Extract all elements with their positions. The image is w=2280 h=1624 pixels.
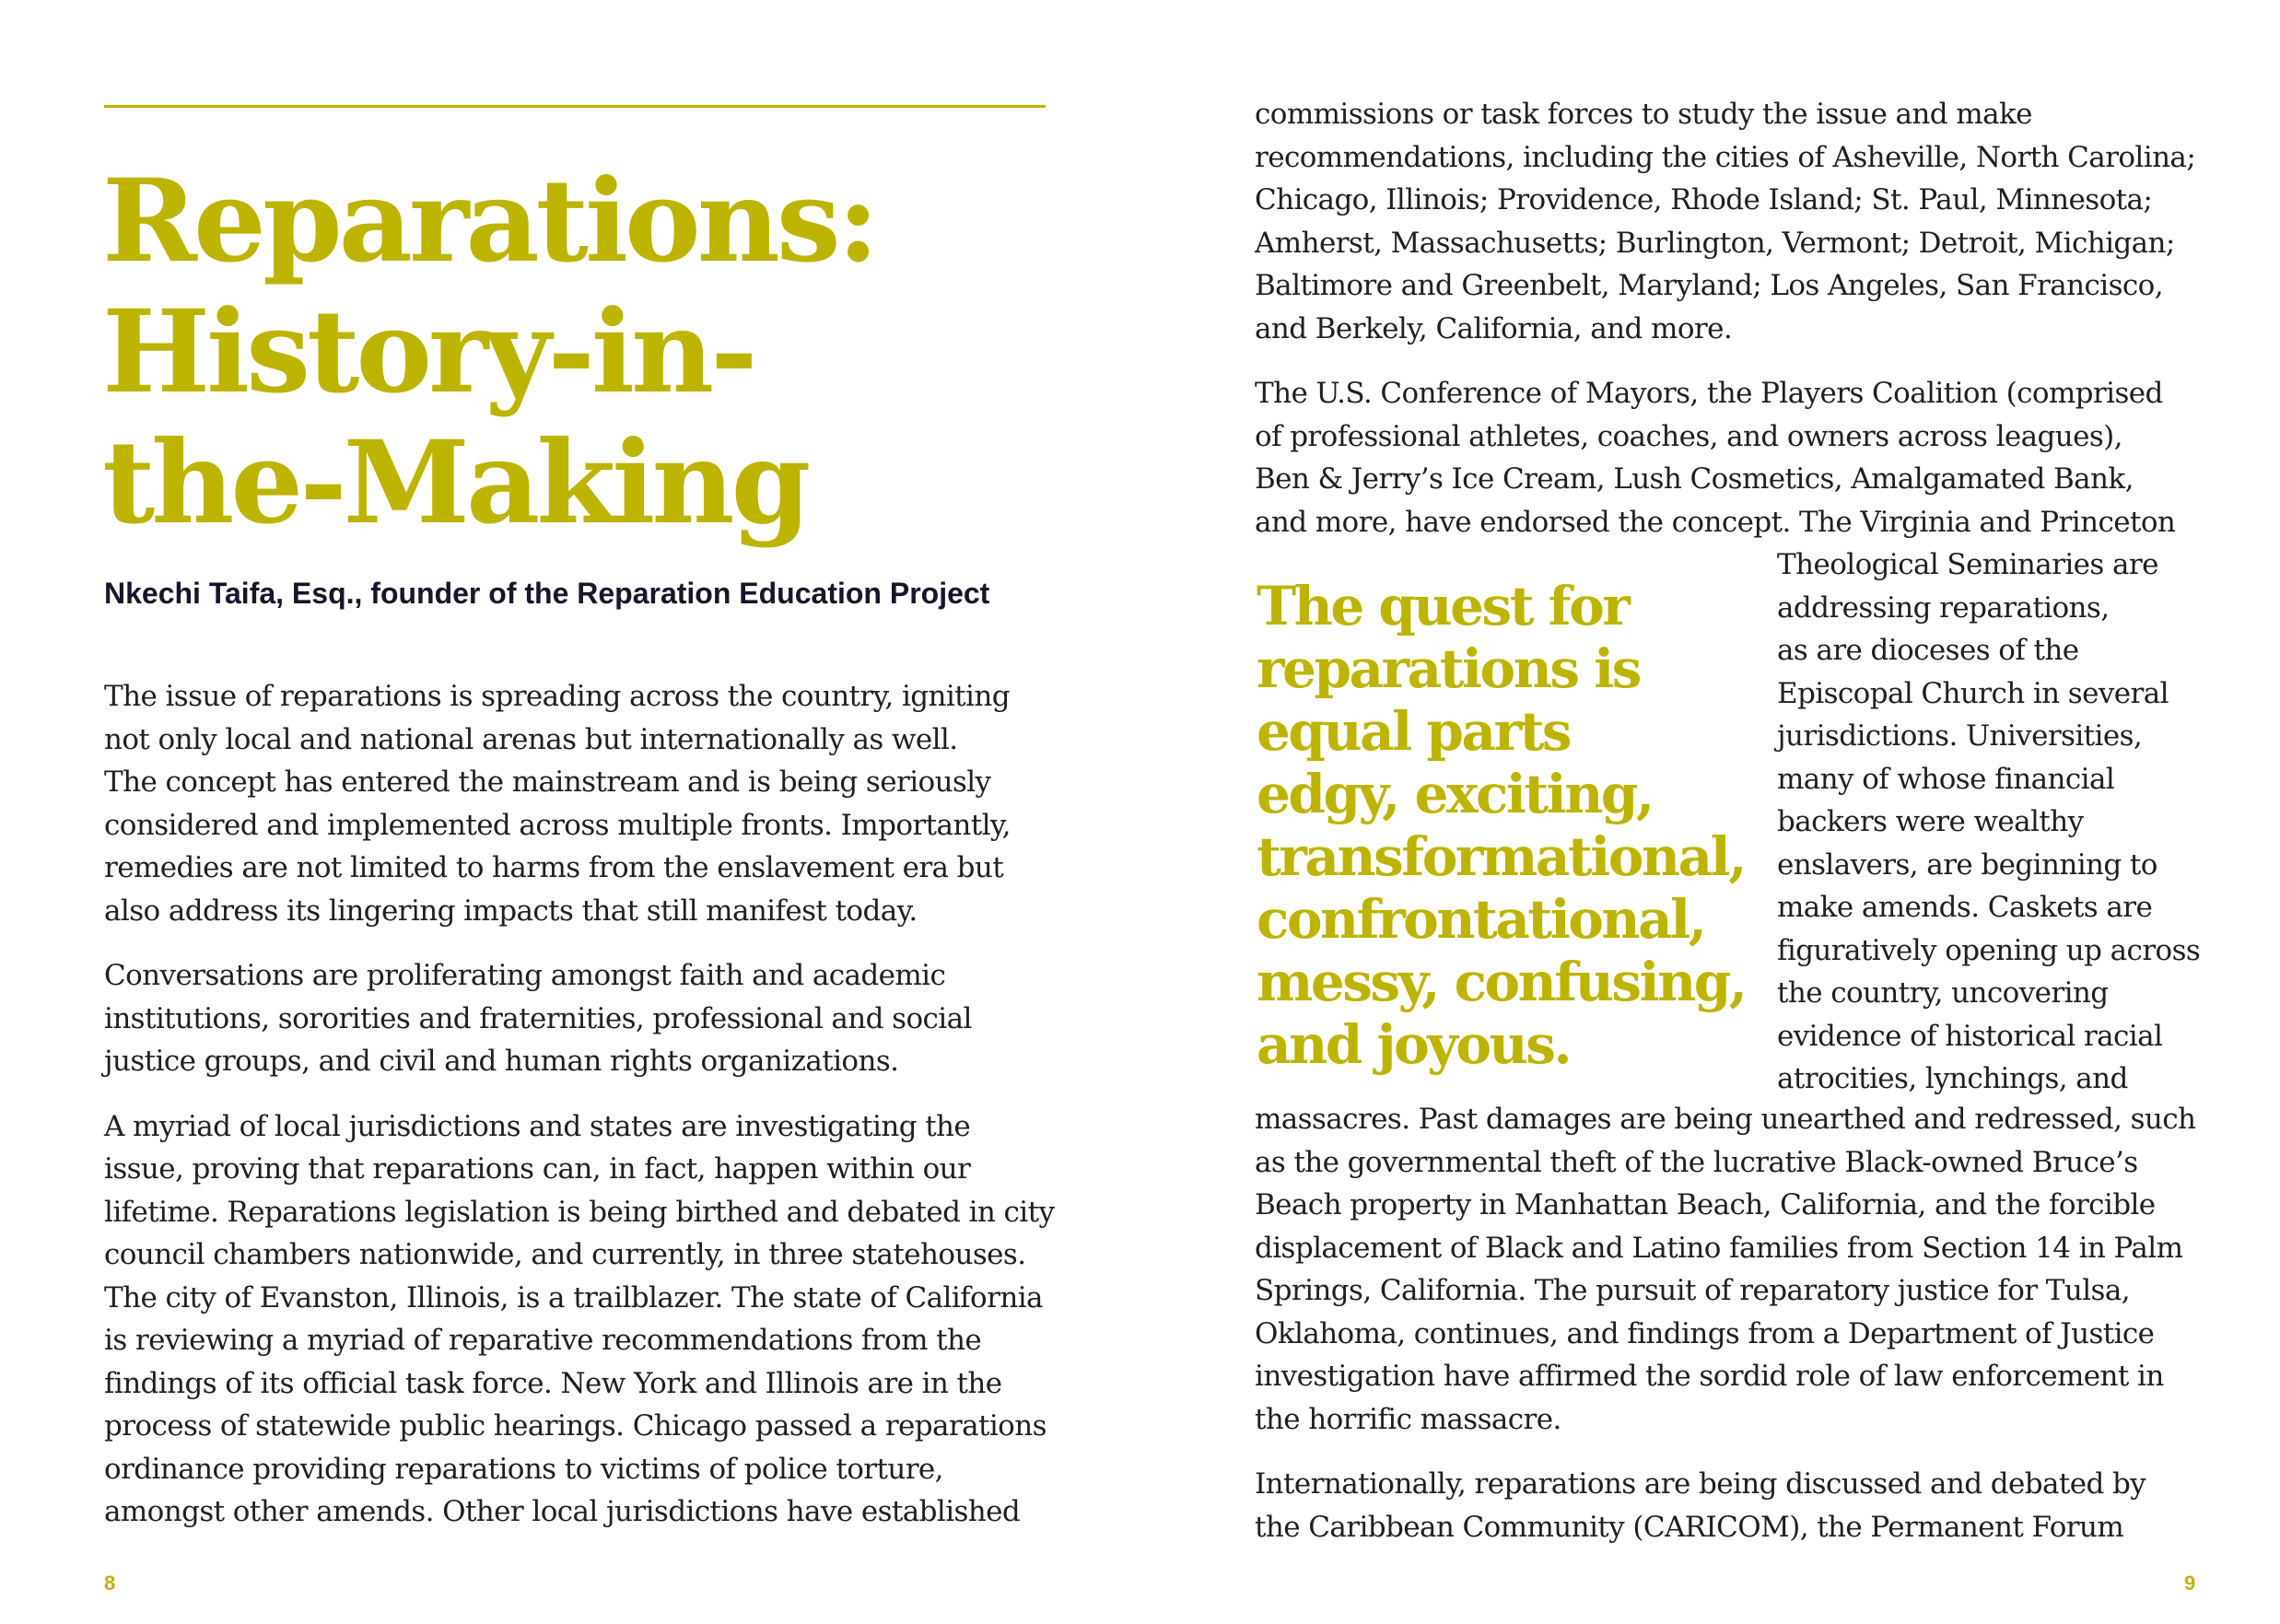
text-line: make amends. Caskets are bbox=[1777, 891, 2153, 924]
text-line: jurisdictions. Universities, bbox=[1777, 719, 2143, 753]
text-line: of professional athletes, coaches, and owners across leagues), bbox=[1255, 419, 2122, 453]
paragraph bbox=[1255, 372, 2250, 543]
text-line: A myriad of local jurisdictions and states are investigating the bbox=[104, 1109, 971, 1143]
text-line: Springs, California. The pursuit of reparatory justice for Tulsa, bbox=[1255, 1274, 2130, 1307]
pull-quote-line: and joyous. bbox=[1257, 1013, 1571, 1076]
text-line: backers were wealthy bbox=[1777, 805, 2084, 838]
paragraph bbox=[104, 954, 1099, 1083]
text-line: many of whose financial bbox=[1777, 762, 2115, 796]
pull-quote-line: reparations is bbox=[1257, 637, 1640, 700]
pull-quote-line: transformational, bbox=[1257, 825, 1745, 888]
text-line: as are dioceses of the bbox=[1777, 634, 2079, 667]
text-line: figuratively opening up across bbox=[1777, 933, 2201, 967]
text-line: remedies are not limited to harms from the enslavement era but bbox=[104, 851, 1004, 884]
text-line: as the governmental theft of the lucrative Black-owned Bruce’s bbox=[1255, 1145, 2138, 1179]
right-body-wrapped bbox=[1777, 543, 2274, 1101]
text-line: evidence of historical racial bbox=[1777, 1019, 2163, 1053]
text-line: The city of Evanston, Illinois, is a trailblazer. The state of California bbox=[104, 1280, 1043, 1314]
text-line: process of statewide public hearings. Chicago passed a reparations bbox=[104, 1409, 1046, 1443]
title-line: Reparations: bbox=[102, 155, 876, 288]
pull-quote bbox=[1257, 575, 1754, 1076]
text-line: the country, uncovering bbox=[1777, 976, 2109, 1010]
text-line: Ben & Jerry’s Ice Cream, Lush Cosmetics, Amalgamated Bank, bbox=[1255, 462, 2134, 496]
text-line: recommendations, including the cities of Asheville, North Carolina; bbox=[1255, 140, 2196, 174]
text-line: Theological Seminaries are bbox=[1777, 548, 2158, 581]
text-line: Episcopal Church in several bbox=[1777, 676, 2169, 710]
paragraph bbox=[1255, 1463, 2250, 1548]
text-line: Oklahoma, continues, and findings from a Department of Justice bbox=[1255, 1316, 2155, 1350]
paragraph bbox=[104, 1105, 1099, 1534]
paragraph bbox=[104, 675, 1099, 932]
text-line: issue, proving that reparations can, in fact, happen within our bbox=[104, 1152, 971, 1186]
pull-quote-line: messy, confusing, bbox=[1257, 951, 1746, 1013]
text-line: displacement of Black and Latino families from Section 14 in Palm bbox=[1255, 1231, 2183, 1265]
text-line: commissions or task forces to study the issue and make bbox=[1255, 98, 2032, 131]
pull-quote-line: equal parts bbox=[1257, 700, 1571, 763]
author-byline: Nkechi Taifa, Esq., founder of the Reparation Education Project bbox=[104, 577, 990, 610]
text-line: Amherst, Massachusetts; Burlington, Vermont; Detroit, Michigan; bbox=[1255, 226, 2175, 260]
text-line: not only local and national arenas but internationally as well. bbox=[104, 722, 958, 756]
left-body-column bbox=[104, 675, 1099, 1556]
right-body-top bbox=[1255, 93, 2250, 566]
text-line: Chicago, Illinois; Providence, Rhode Island; St. Paul, Minnesota; bbox=[1255, 183, 2153, 216]
text-line: lifetime. Reparations legislation is being birthed and debated in city bbox=[104, 1195, 1055, 1229]
pull-quote-line: confrontational, bbox=[1257, 888, 1705, 951]
text-line: and more, have endorsed the concept. The Virginia and Princeton bbox=[1255, 505, 2176, 539]
text-line: atrocities, lynchings, and bbox=[1777, 1062, 2128, 1095]
text-line: considered and implemented across multiple fronts. Importantly, bbox=[104, 808, 1011, 842]
text-line: institutions, sororities and fraternities, professional and social bbox=[104, 1001, 972, 1035]
text-line: justice groups, and civil and human rights organizations. bbox=[104, 1045, 899, 1078]
paragraph bbox=[1255, 1098, 2250, 1441]
article-title bbox=[102, 157, 1097, 549]
text-line: enslavers, are beginning to bbox=[1777, 847, 2157, 882]
pull-quote-line: The quest for bbox=[1257, 575, 1629, 637]
page-number: 8 bbox=[104, 1571, 116, 1595]
text-line: massacres. Past damages are being unearthed and redressed, such bbox=[1255, 1103, 2196, 1136]
title-line: the-Making bbox=[102, 416, 808, 550]
text-line: investigation have affirmed the sordid role of law enforcement in bbox=[1255, 1360, 2164, 1393]
text-line: Internationally, reparations are being discussed and debated by bbox=[1255, 1467, 2146, 1501]
text-line: amongst other amends. Other local jurisdictions have established bbox=[104, 1495, 1021, 1528]
page-number: 9 bbox=[2184, 1571, 2196, 1595]
text-line: The issue of reparations is spreading across the country, igniting bbox=[104, 680, 1010, 713]
text-line: and Berkely, California, and more. bbox=[1255, 311, 1733, 345]
text-line: Conversations are proliferating amongst faith and academic bbox=[104, 959, 946, 992]
text-line: the Caribbean Community (CARICOM), the Permanent Forum bbox=[1255, 1510, 2124, 1544]
text-line: council chambers nationwide, and currently, in three statehouses. bbox=[104, 1238, 1026, 1271]
paragraph bbox=[1255, 93, 2250, 350]
title-line: History-in- bbox=[102, 286, 754, 419]
text-line: findings of its official task force. New York and Illinois are in the bbox=[104, 1366, 1002, 1400]
text-line: also address its lingering impacts that still manifest today. bbox=[104, 894, 918, 928]
right-body-bottom bbox=[1255, 1098, 2250, 1571]
pull-quote-line: edgy, exciting, bbox=[1257, 763, 1653, 825]
text-line: the horrific massacre. bbox=[1255, 1402, 1561, 1436]
text-line: ordinance providing reparations to victims of police torture, bbox=[104, 1452, 943, 1486]
text-line: The concept has entered the mainstream and is being seriously bbox=[104, 765, 991, 799]
text-line: Baltimore and Greenbelt, Maryland; Los Angeles, San Francisco, bbox=[1255, 269, 2163, 302]
title-divider-rule bbox=[104, 105, 1046, 108]
text-line: is reviewing a myriad of reparative recommendations from the bbox=[104, 1324, 982, 1357]
text-line: Beach property in Manhattan Beach, California, and the forcible bbox=[1255, 1188, 2156, 1221]
text-line: addressing reparations, bbox=[1777, 590, 2110, 625]
text-line: The U.S. Conference of Mayors, the Players Coalition (comprised bbox=[1255, 377, 2163, 410]
